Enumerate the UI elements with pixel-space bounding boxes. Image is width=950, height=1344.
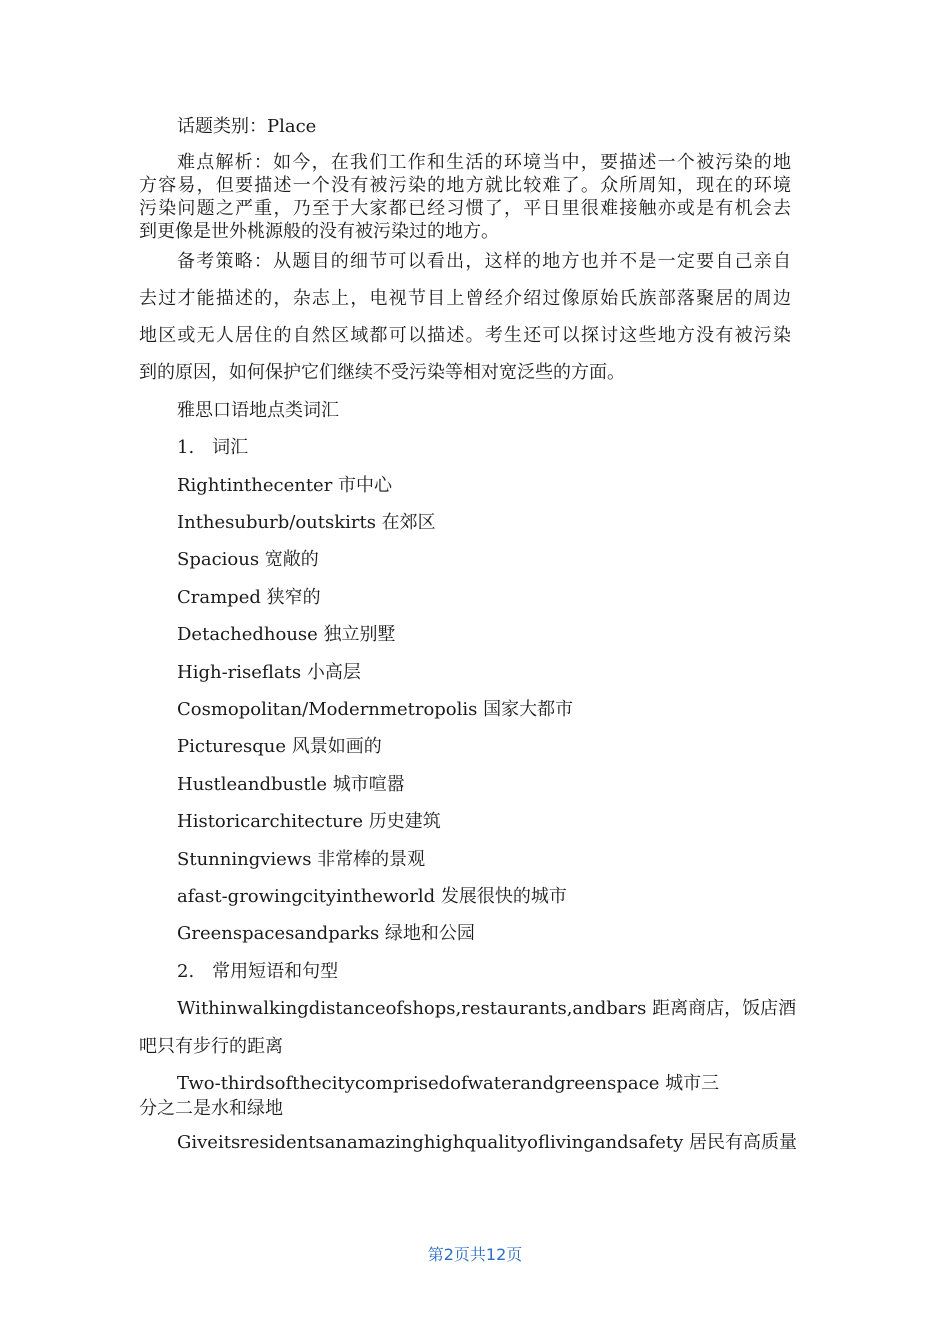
phrase-1-line-1: Withinwalkingdistanceofshops,restaurants,andbars 距离商店，饭店酒 xyxy=(177,998,797,1019)
vocab-item: Detachedhouse 独立别墅 xyxy=(177,624,396,645)
vocab-item: Spacious 宽敞的 xyxy=(177,549,319,570)
vocab-item: Inthesuburb/outskirts 在郊区 xyxy=(177,512,436,533)
vocab-item: Picturesque 风景如画的 xyxy=(177,736,382,757)
difficulty-line-3: 污染问题之严重，乃至于大家都已经习惯了，平日里很难接触亦或是有机会去 xyxy=(139,198,791,219)
vocab-item: Cramped 狭窄的 xyxy=(177,587,321,608)
difficulty-line-1: 难点解析：如今，在我们工作和生活的环境当中，要描述一个被污染的地 xyxy=(177,152,791,173)
difficulty-line-2: 方容易，但要描述一个没有被污染的地方就比较难了。众所周知，现在的环境 xyxy=(139,175,791,196)
vocab-item: Cosmopolitan/Modernmetropolis 国家大都市 xyxy=(177,699,574,720)
vocab-item: Historicarchitecture 历史建筑 xyxy=(177,811,441,832)
topic-category: 话题类别：Place xyxy=(177,116,317,137)
difficulty-line-4: 到更像是世外桃源般的没有被污染过的地方。 xyxy=(139,221,499,242)
footer-suffix: 页 xyxy=(506,1245,523,1264)
strategy-line-3: 地区或无人居住的自然区域都可以描述。考生还可以探讨这些地方没有被污染 xyxy=(139,325,791,346)
phrase-1-line-2: 吧只有步行的距离 xyxy=(139,1036,283,1057)
phrase-2-line-1: Two-thirdsofthecitycomprisedofwaterandgreenspace 城市三 xyxy=(177,1073,720,1094)
vocab-item: High-riseflats 小高层 xyxy=(177,662,361,683)
strategy-line-2: 去过才能描述的，杂志上，电视节目上曾经介绍过像原始氏族部落聚居的周边 xyxy=(139,288,791,309)
vocab-heading: 雅思口语地点类词汇 xyxy=(177,400,339,421)
strategy-line-1: 备考策略：从题目的细节可以看出，这样的地方也并不是一定要自己亲自 xyxy=(177,251,791,272)
vocab-item: Stunningviews 非常棒的景观 xyxy=(177,849,426,870)
vocab-item: Hustleandbustle 城市喧嚣 xyxy=(177,774,405,795)
vocab-item: Rightinthecenter 市中心 xyxy=(177,475,393,496)
phrase-2-line-2: 分之二是水和绿地 xyxy=(139,1098,283,1119)
section-2-heading: 2. 常用短语和句型 xyxy=(177,961,339,982)
footer-prefix: 第 xyxy=(427,1245,444,1264)
strategy-line-4: 到的原因，如何保护它们继续不受污染等相对宽泛些的方面。 xyxy=(139,362,625,383)
page-footer xyxy=(0,1242,950,1265)
vocab-item: Greenspacesandparks 绿地和公园 xyxy=(177,923,475,944)
vocab-item: afast-growingcityintheworld 发展很快的城市 xyxy=(177,886,567,907)
section-1-heading: 1. 词汇 xyxy=(177,437,249,458)
footer-total-pages: 12 xyxy=(485,1245,507,1264)
footer-page-number: 2 xyxy=(443,1245,454,1264)
phrase-3-line-1: Giveitsresidentsanamazinghighqualityoflivingandsafety 居民有高质量 xyxy=(177,1132,798,1153)
footer-mid: 页共 xyxy=(453,1245,486,1264)
